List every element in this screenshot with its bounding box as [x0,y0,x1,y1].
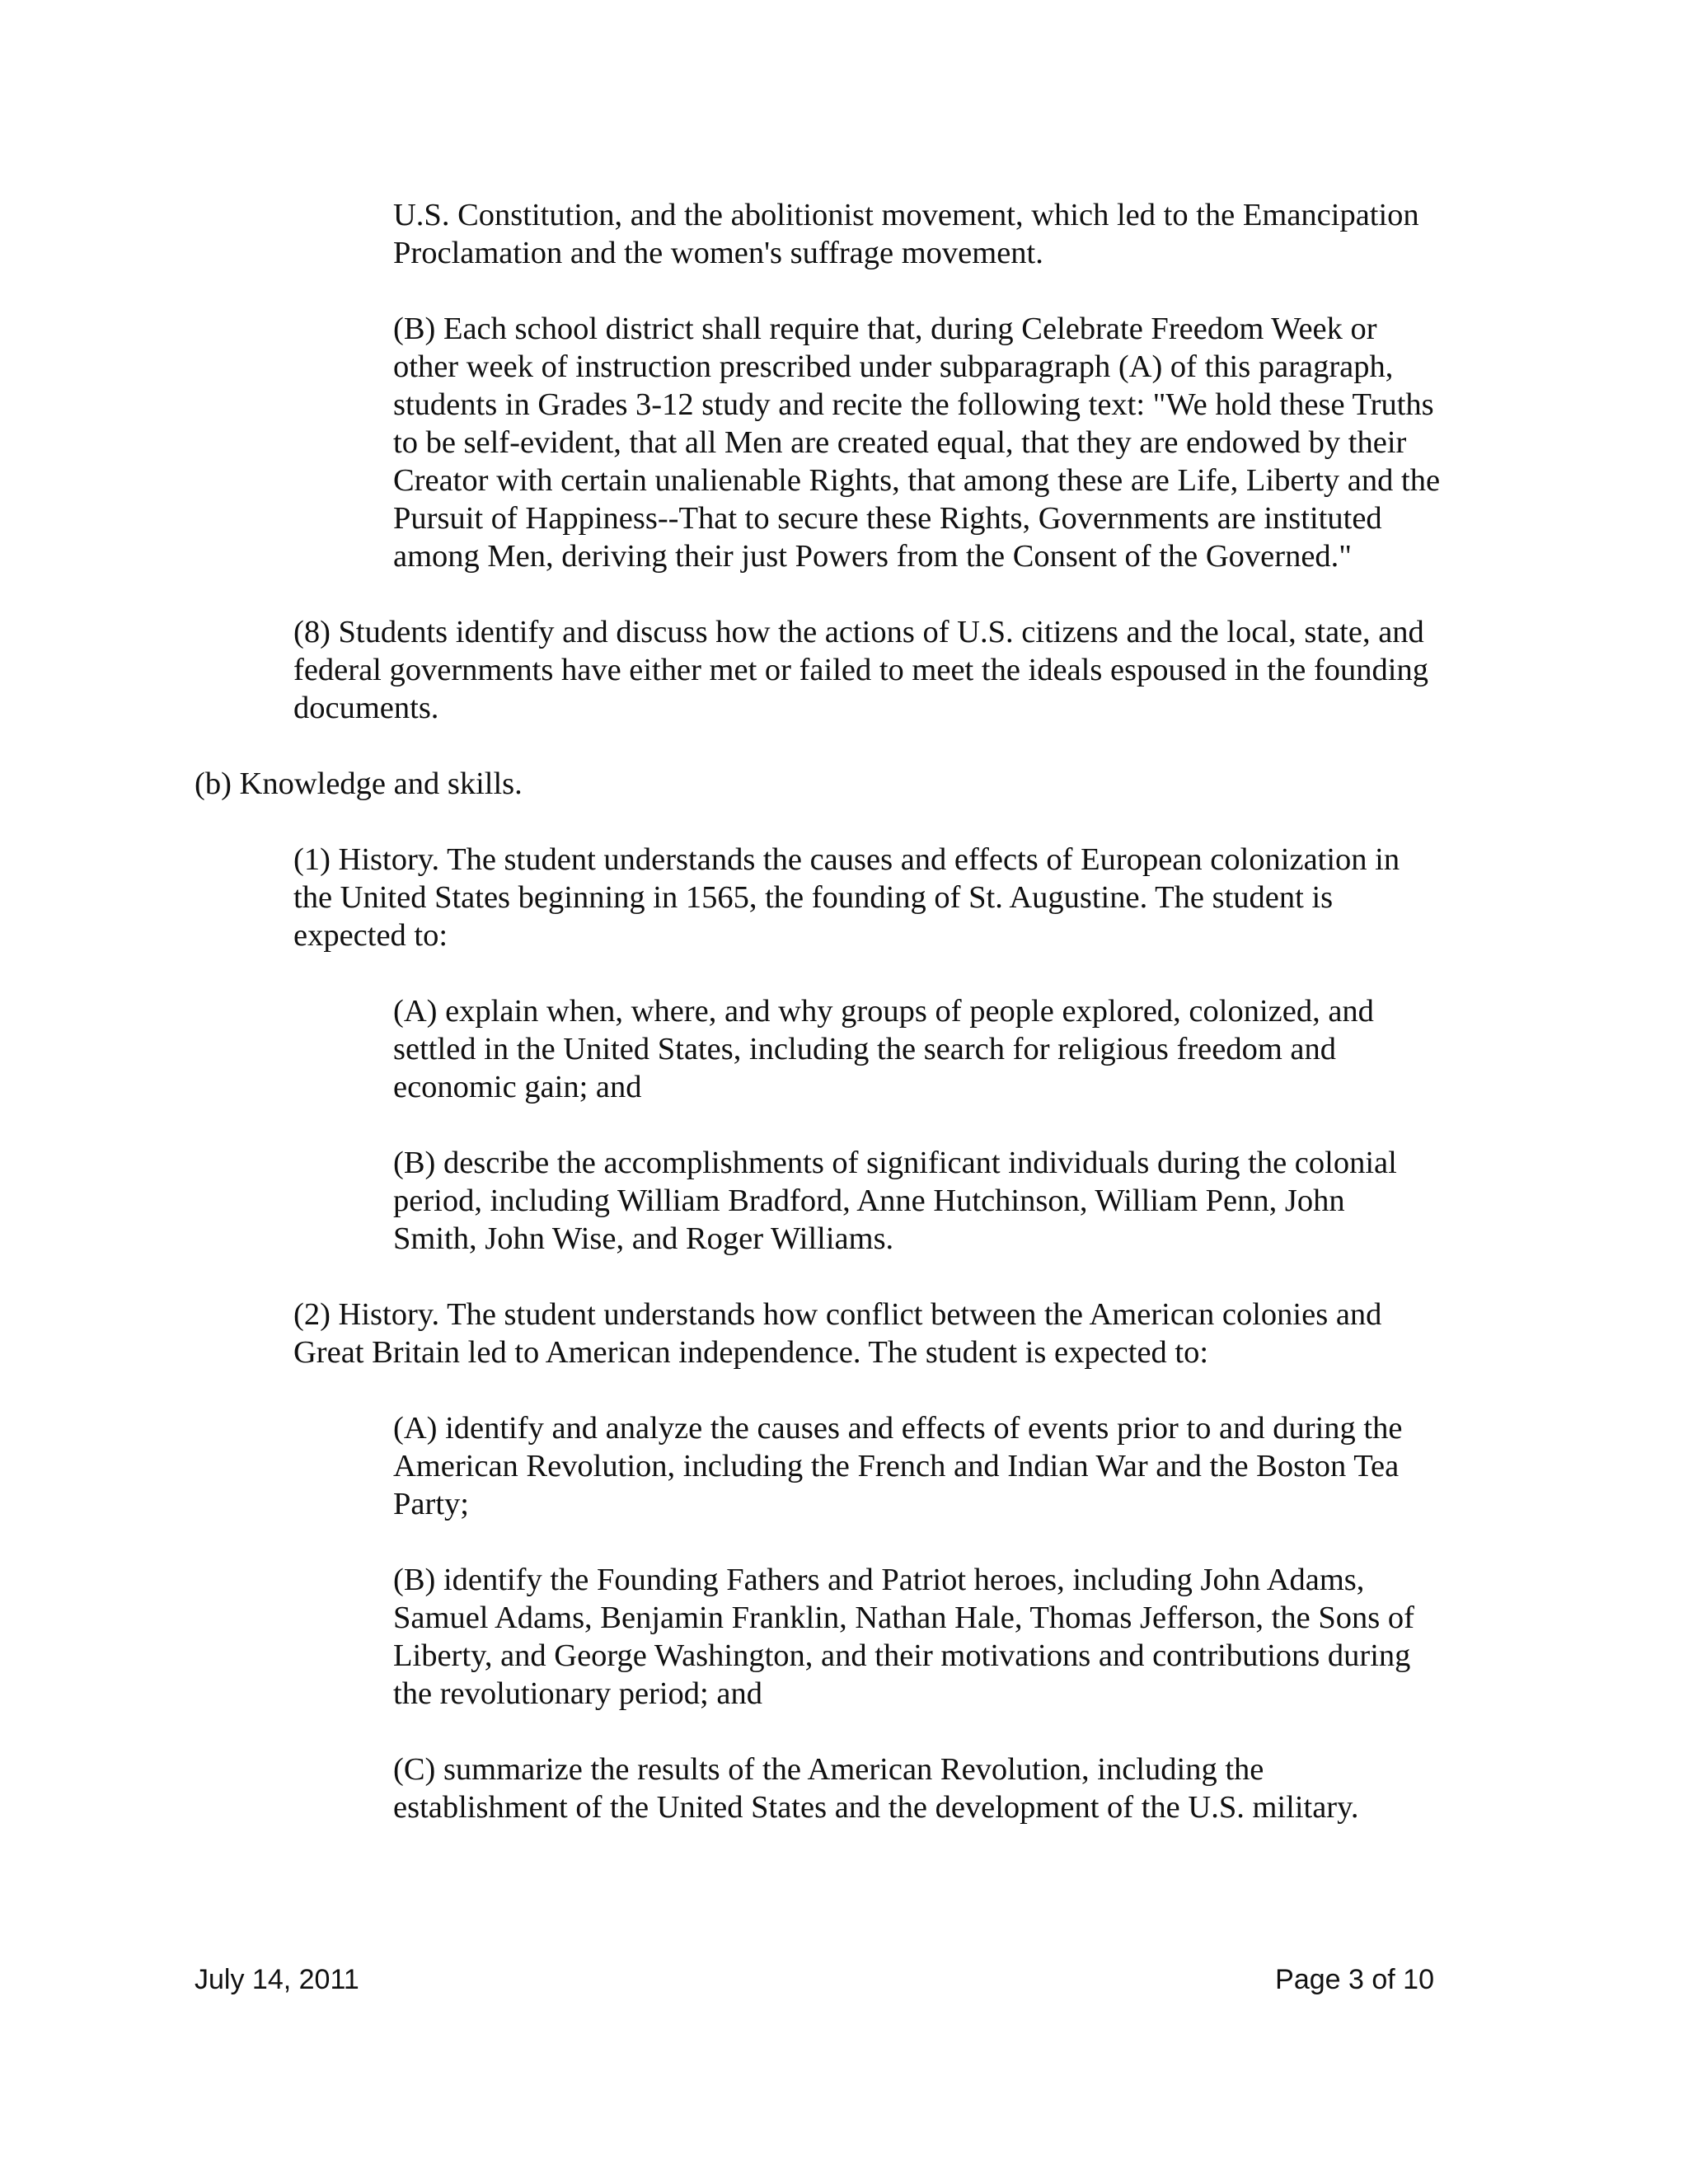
paragraph-history-2: (2) History. The student understands how conflict between the American colonies and Great Britain led to American independence. The student is expected to: [293,1297,1382,1370]
paragraph-constitution-continued: U.S. Constitution, and the abolitionist movement, which led to the Emancipation Proclamation and the women's suffrage movement. [393,198,1419,270]
section-heading-knowledge-skills: (b) Knowledge and skills. [195,766,523,801]
paragraph-recitation-requirement: (B) Each school district shall require that, during Celebrate Freedom Week or other week of instruction prescribed under subparagraph (A) of this paragraph, students in Grades 3-12 study and recite the following text: "We hold these Truths to be self-evident, that all Men are created equal, that they are endowed by their Creator with certain unalienable Rights, that among these are Life, Liberty and the Pursuit of Happiness--That to secure these Rights, Governments are instituted among Men, deriving their just Powers from the Consent of the Governed." [393,312,1441,574]
paragraph-history-2-b: (B) identify the Founding Fathers and Patriot heroes, including John Adams, Samuel Adams, Benjamin Franklin, Nathan Hale, Thomas Jefferson, the Sons of Liberty, and George Washington, and their motivations and contributions during the revolutionary period; and [393,1563,1414,1711]
footer-page-number: Page 3 of 10 [1275,1964,1434,1995]
paragraph-item-8: (8) Students identify and discuss how the actions of U.S. citizens and the local, state, and federal governments have either met or failed to meet the ideals espoused in the founding documents. [293,615,1428,725]
paragraph-history-2-a: (A) identify and analyze the causes and effects of events prior to and during the American Revolution, including the French and Indian War and the Boston Tea Party; [393,1411,1403,1521]
paragraph-history-1-b: (B) describe the accomplishments of significant individuals during the colonial period, including William Bradford, Anne Hutchinson, William Penn, John Smith, John Wise, and Roger Williams. [393,1146,1397,1256]
paragraph-history-1-a: (A) explain when, where, and why groups of people explored, colonized, and settled in the United States, including the search for religious freedom and economic gain; and [393,994,1374,1104]
footer-date: July 14, 2011 [195,1964,359,1995]
paragraph-history-1: (1) History. The student understands the causes and effects of European colonization in the United States beginning in 1565, the founding of St. Augustine. The student is expected to: [293,842,1400,953]
paragraph-history-2-c: (C) summarize the results of the American Revolution, including the establishment of the United States and the development of the U.S. military. [393,1752,1359,1825]
